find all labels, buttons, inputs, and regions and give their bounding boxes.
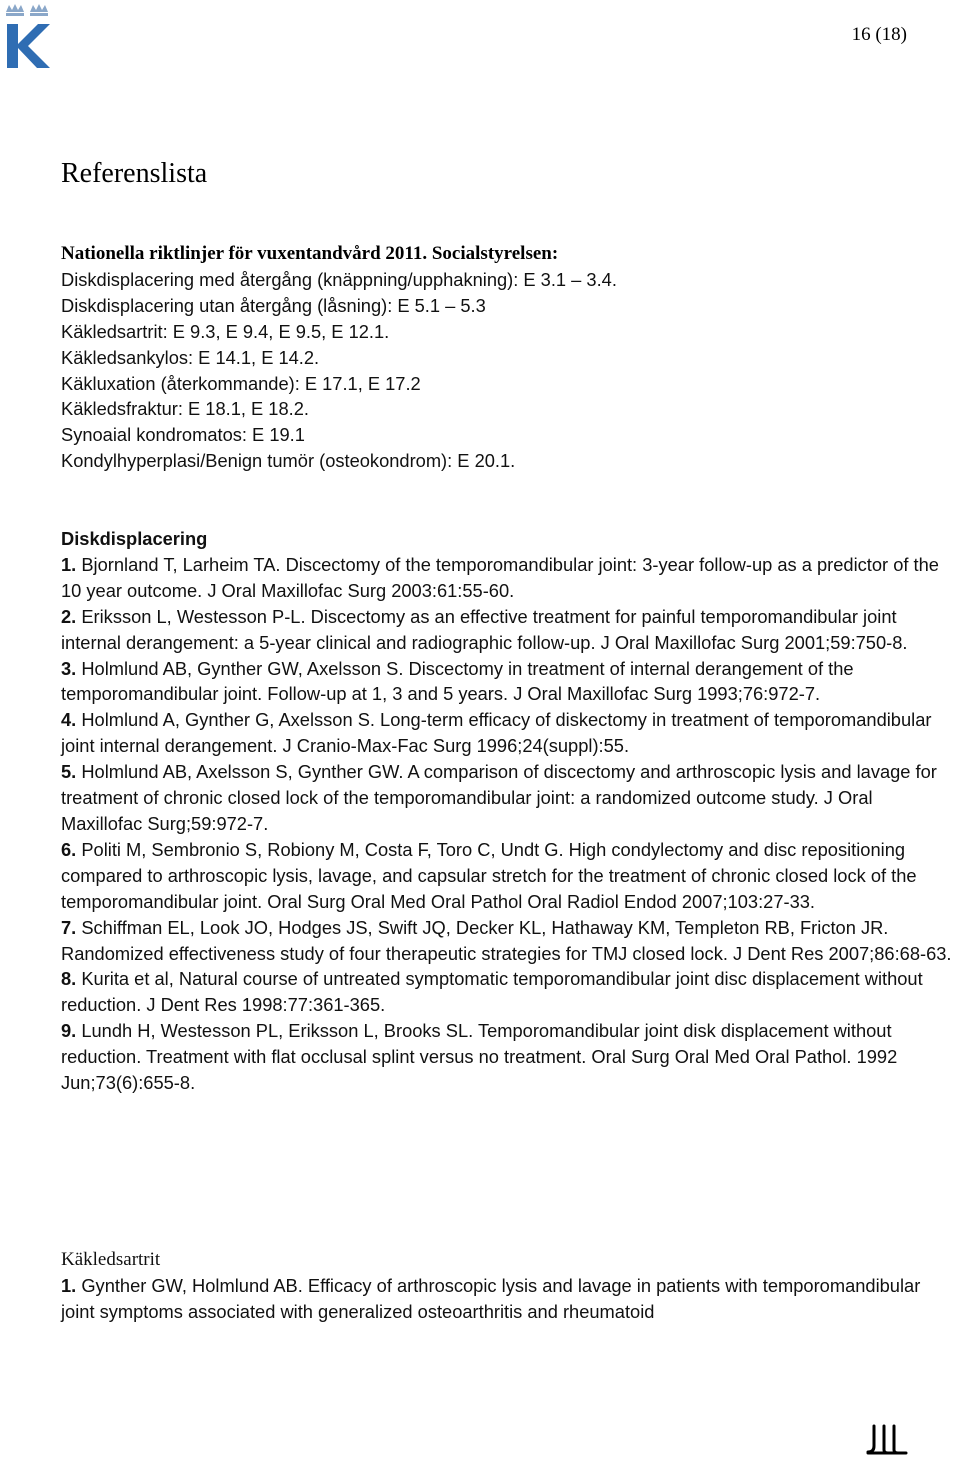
reference-number: 1. [61, 553, 77, 575]
reference-item [61, 552, 956, 604]
page-number: 16 (18) [851, 24, 907, 45]
reference-item [61, 1273, 956, 1325]
guideline-item: Käkledsartrit: E 9.3, E 9.4, E 9.5, E 12.1. [61, 320, 390, 342]
reference-text: Schiffman EL, Look JO, Hodges JS, Swift JQ, Decker KL, Hathaway KM, Templeton RB, Fricton JR. Randomized effectiveness study of four therapeutic strategies for TMJ closed lock. J Dent Res 2007;86:68-63. [61, 916, 952, 964]
reference-item [61, 837, 956, 915]
diskdisplacering-section [61, 526, 956, 1096]
guideline-item: Kondylhyperplasi/Benign tumör (osteokondrom): E 20.1. [61, 450, 516, 472]
reference-text: Holmlund AB, Gynther GW, Axelsson S. Discectomy in treatment of internal derangement of the temporomandibular joint. Follow-up at 1, 3 and 5 years. J Oral Maxillofac Surg 1993;76:972-7. [61, 657, 854, 705]
k-crown-logo-icon [4, 2, 50, 70]
reference-number: 9. [61, 1020, 77, 1042]
reference-text: Holmlund AB, Axelsson S, Gynther GW. A comparison of discectomy and arthroscopic lysis and lavage for treatment of chronic closed lock of the temporomandibular joint: a randomized outcome study. J Oral Maxillofac Surg;59:972-7. [61, 761, 937, 834]
reference-text: Politi M, Sembronio S, Robiony M, Costa F, Toro C, Undt G. High condylectomy and disc repositioning compared to arthroscopic lysis, lavage, and capsular stretch for the treatment of chronic closed lock of the temporomandibular joint. Oral Surg Oral Med Oral Pathol Oral Radiol Endod 2007;103:27-33. [61, 838, 917, 912]
guideline-item: Käkledsankylos: E 14.1, E 14.2. [61, 346, 320, 368]
reference-text: Gynther GW, Holmlund AB. Efficacy of arthroscopic lysis and lavage in patients with temporomandibular joint symptoms associated with generalized osteoarthritis and rheumatoid [61, 1274, 921, 1322]
reference-text: Lundh H, Westesson PL, Eriksson L, Brooks SL. Temporomandibular joint disk displacement without reduction. Treatment with flat occlusal splint versus no treatment. Oral Surg Oral Med Oral Pathol. 1992 Jun;73(6):655-8. [61, 1020, 898, 1094]
reference-item [61, 707, 956, 759]
reference-item [61, 604, 956, 656]
reference-text: Eriksson L, Westesson P-L. Discectomy as an effective treatment for painful temporomandibular joint internal derangement: a 5-year clinical and radiographic follow-up. J Oral Maxillofac Surg 2001;59:750-8. [61, 605, 908, 653]
reference-item [61, 759, 956, 837]
kakledsartrit-section [61, 1247, 956, 1325]
guideline-item: Käkledsfraktur: E 18.1, E 18.2. [61, 398, 309, 420]
section-heading-diskdisplacering: Diskdisplacering [61, 528, 208, 549]
guideline-item: Synoaial kondromatos: E 19.1 [61, 424, 305, 446]
guideline-item: Diskdisplacering utan återgång (låsning): E 5.1 – 5.3 [61, 294, 486, 316]
reference-number: 1. [61, 1274, 77, 1296]
reference-item [61, 656, 956, 708]
section-heading-kakledsartrit: Käkledsartrit [61, 1249, 161, 1270]
reference-number: 3. [61, 657, 77, 679]
guidelines-heading: Nationella riktlinjer för vuxentandvård 2011. Socialstyrelsen: [61, 243, 559, 264]
reference-number: 5. [61, 761, 77, 783]
reference-number: 2. [61, 605, 77, 627]
page-title: Referenslista [61, 158, 208, 189]
reference-text: Kurita et al, Natural course of untreated symptomatic temporomandibular joint disc displacement without reduction. J Dent Res 1998:77:361-365. [61, 968, 923, 1016]
reference-item [61, 966, 956, 1018]
reference-item [61, 915, 956, 967]
reference-item [61, 1018, 956, 1096]
reference-number: 7. [61, 916, 77, 938]
reference-text: Holmlund A, Gynther G, Axelsson S. Long-term efficacy of diskectomy in treatment of temporomandibular joint internal derangement. J Cranio-Max-Fac Surg 1996;24(suppl):55. [61, 709, 932, 757]
guidelines-section [61, 241, 956, 474]
reference-number: 8. [61, 968, 77, 990]
guideline-item: Diskdisplacering med återgång (knäppning/upphakning): E 3.1 – 3.4. [61, 268, 617, 290]
reference-text: Bjornland T, Larheim TA. Discectomy of the temporomandibular joint: 3-year follow-up as a predictor of the 10 year outcome. J Oral Maxillofac Surg 2003:61:55-60. [61, 553, 939, 601]
jll-monogram-icon [866, 1424, 908, 1456]
guideline-item: Käkluxation (återkommande): E 17.1, E 17.2 [61, 372, 421, 394]
reference-number: 6. [61, 838, 77, 860]
reference-number: 4. [61, 709, 77, 731]
